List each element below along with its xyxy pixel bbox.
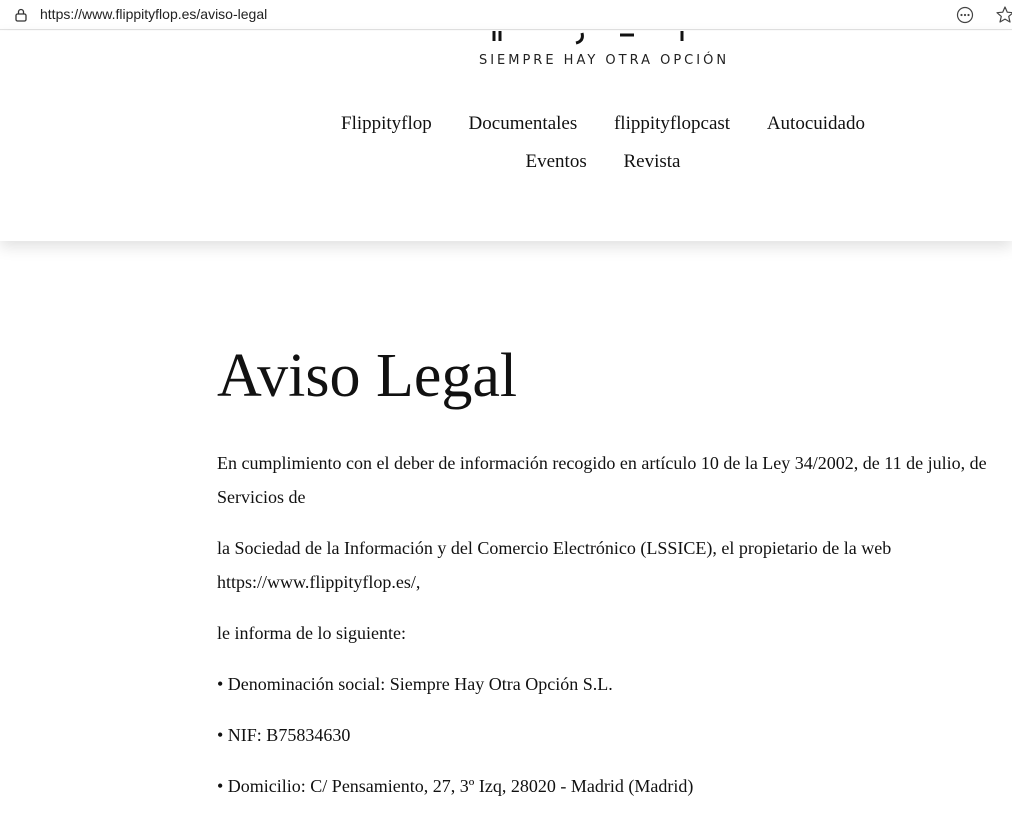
company-name-item: • Denominación social: Siempre Hay Otra Opción S.L.: [217, 674, 613, 694]
nav-row-primary: [320, 113, 886, 135]
main-content: [217, 338, 997, 820]
nav-item-flippityflop[interactable]: Flippityflop: [341, 113, 432, 134]
browser-address-bar: [0, 0, 1012, 30]
legal-paragraph: la Sociedad de la Información y del Comercio Electrónico (LSSICE), el propietario de la web https://www.flippityflop.es/,: [217, 538, 892, 592]
bookmark-star-icon[interactable]: [995, 5, 1012, 25]
nav-item-autocuidado[interactable]: Autocuidado: [766, 113, 865, 134]
legal-paragraph: le informa de lo siguiente:: [217, 623, 406, 643]
site-logo[interactable]: [470, 31, 730, 45]
site-tagline: SIEMPRE HAY OTRA OPCIÓN: [478, 53, 730, 68]
url-field[interactable]: https://www.flippityflop.es/aviso-legal: [40, 6, 268, 22]
page-title: Aviso Legal: [217, 342, 518, 410]
nav-item-revista[interactable]: Revista: [623, 151, 681, 172]
legal-paragraph: En cumplimiento con el deber de información recogido en artículo 10 de la Ley 34/2002, de 11 de julio, de Servicios de: [217, 453, 987, 507]
nif-item: • NIF: B75834630: [217, 725, 351, 745]
address-item: • Domicilio: C/ Pensamiento, 27, 3º Izq, 28020 - Madrid (Madrid): [217, 776, 694, 796]
nav-item-eventos[interactable]: Eventos: [525, 151, 587, 172]
lock-icon[interactable]: [14, 8, 28, 22]
nav-item-documentales[interactable]: Documentales: [468, 113, 578, 134]
site-header: [0, 31, 1012, 241]
nav-item-flippityflopcast[interactable]: flippityflopcast: [613, 113, 731, 134]
more-options-icon[interactable]: [956, 6, 974, 24]
nav-row-secondary: [320, 151, 886, 173]
